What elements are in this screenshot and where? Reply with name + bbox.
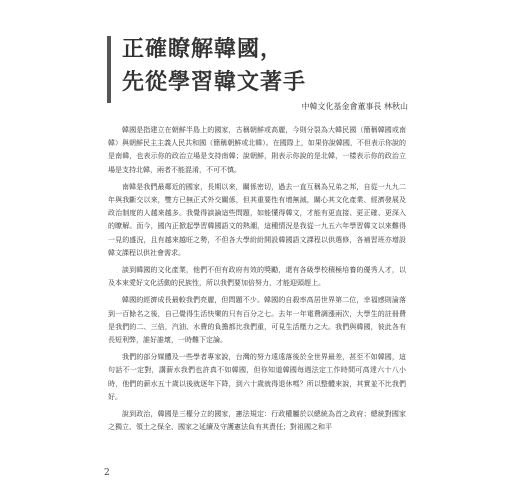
paragraph: 我們的部分媒體及一些學者專家說，台灣的努力遠遠落後於全世界最差，甚至不如韓國，這句話不一定對，講薪水我們也許真不如韓國，但你知道韓國每週法定工作時間可高達六十八小時，他們的薪水五十歲以後就逐年下降，到六十歲就得退休嗎？所以整體來說，其實並不比我們好。 [108,353,406,401]
paragraph: 韓國是指建立在朝鮮半島上的國家，古稱朝鮮或高麗，今則分裂為大韓民國（簡稱韓國或南韓）與朝鮮民主主義人民共和國（簡稱朝鮮或北韓）。在國際上，如果你說韓國，不但表示你說的是南韓，也表示你的政治立場是支持南韓；說朝鮮，則表示你說的是北韓，一樣表示你的政治立場是支持北韓，兩者不能混淆，不可不慎。 [108,126,406,174]
title-accent-bar [107,36,111,103]
paragraph: 南韓是我們最鄰近的國家，長期以來，關係密切，過去一直互稱為兄弟之邦，自從一九九二年與我斷交以來，雙方已無正式外交關係，但其重要性有增無減，關心其文化產業、經濟發展及政治制度的人越來越多。我覺得談論這些問題，如能懂得韓文，才能有更直接、更正確、更深入的瞭解。而今，國內正掀起學習韓國語文的熱潮，這種情況是我從一九五六年學習韓文以來難得一見的盛況，且有越來越旺之勢，不但各大學紛紛開設韓國語文課程以供選修，各補習班亦增設韓文課程以供社會需求。 [108,182,406,257]
paragraph: 說到政治，韓國是三權分立的國家，憲法規定：行政權屬於以總統為首之政府；總統對國家之獨立、領土之保全、國家之延續及守護憲法負有其責任；對祖國之和平 [108,410,406,432]
author-byline: 中韓文化基金會董事長 林秋山 [301,102,408,111]
article-title [122,33,306,99]
title-line-1: 正確瞭解韓國， [122,36,284,62]
title-line-2: 先從學習韓文著手 [122,69,307,95]
article-body [108,124,406,438]
page-number: 2 [104,468,110,478]
paragraph: 韓國的經濟成長最較我們亮麗，但問題不少。韓國的自殺率高居世界第二位，幸福感則淪落到一百餘名之後，自己覺得生活快樂的只有百分之七。去年一年電費調漲兩次，大學生的註冊費是我們的二、三倍，汽油、水費的負擔都比我們重，可見生活壓力之大。我們與韓國，彼此各有長短利弊，誰好誰壞，一時難下定論。 [108,296,406,345]
paragraph: 談到韓國的文化產業，他們不但有政府有效的獎勵，還有各級學校積極培養的優秀人才，以及本來愛好文化活動的民族性，所以我們要加倍努力，才能迎頭趕上。 [108,266,406,288]
